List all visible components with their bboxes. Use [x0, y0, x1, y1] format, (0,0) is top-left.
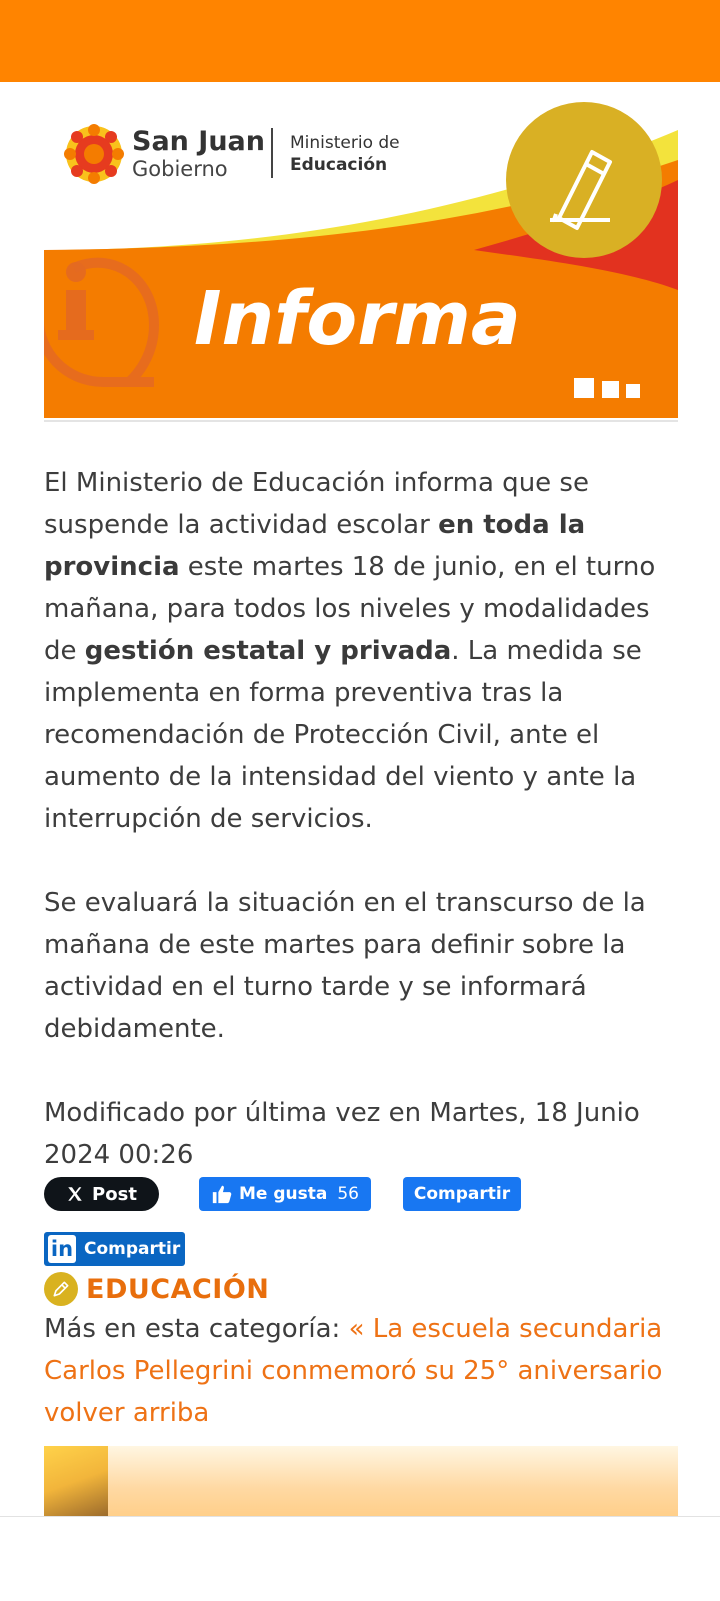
san-juan-sun-logo	[64, 124, 124, 184]
informa-banner	[44, 100, 678, 422]
linkedin-icon: in	[48, 1235, 76, 1263]
x-post-button[interactable]	[44, 1177, 159, 1211]
banner-ministry-line2: Educación	[290, 155, 388, 175]
previous-article-link[interactable]: « La escuela secundaria Carlos Pellegrini conmemoró su 25° aniversario	[44, 1314, 663, 1386]
article-paragraph-2: Se evaluará la situación en el transcurso de la mañana de este martes para definir sobre la actividad en el turno tarde y se informará debidamente.	[44, 888, 646, 1044]
banner-title: Informa	[194, 276, 521, 362]
bottom-bar	[0, 1516, 720, 1601]
share-buttons	[44, 1177, 684, 1213]
facebook-like-button[interactable]	[199, 1177, 371, 1211]
linkedin-share-label: Compartir	[84, 1239, 181, 1259]
banner-brand-sub: Gobierno	[132, 157, 228, 181]
related-image-thumbnail[interactable]	[44, 1446, 678, 1516]
thumbs-up-icon	[211, 1183, 233, 1205]
x-logo-icon	[66, 1185, 84, 1203]
informa-banner-image	[44, 100, 678, 418]
more-prefix: Más en esta categoría:	[44, 1314, 349, 1344]
more-in-category	[44, 1308, 684, 1434]
x-post-label: Post	[92, 1183, 137, 1205]
category-heading	[44, 1270, 269, 1308]
linkedin-share-button[interactable]	[44, 1232, 185, 1266]
article-body	[44, 462, 684, 1176]
banner-ministry-line1: Ministerio de	[290, 133, 400, 153]
facebook-share-button[interactable]	[403, 1177, 521, 1211]
thumbnail-edge	[44, 1446, 108, 1516]
banner-brand-name: San Juan	[132, 126, 265, 157]
facebook-like-count: 56	[337, 1184, 359, 1204]
top-bar	[0, 0, 720, 82]
article-paragraph-1: El Ministerio de Educación informa que se suspende la actividad escolar en toda la provincia este martes 18 de junio, en el turno mañana, para todos los niveles y modalidades de gestión estatal y privada. La medida se implementa en forma preventiva tras la recomendación de Protección Civil, ante el aumento de la intensidad del viento y ante la interrupción de servicios.	[44, 468, 656, 834]
facebook-share-label: Compartir	[413, 1184, 511, 1204]
modified-date: Modificado por última vez en Martes, 18 Junio 2024 00:26	[44, 1098, 640, 1170]
back-to-top-link[interactable]: volver arriba	[44, 1398, 210, 1428]
category-pencil-icon	[44, 1272, 78, 1306]
category-link[interactable]: EDUCACIÓN	[86, 1273, 270, 1305]
facebook-like-label: Me gusta	[239, 1184, 328, 1204]
